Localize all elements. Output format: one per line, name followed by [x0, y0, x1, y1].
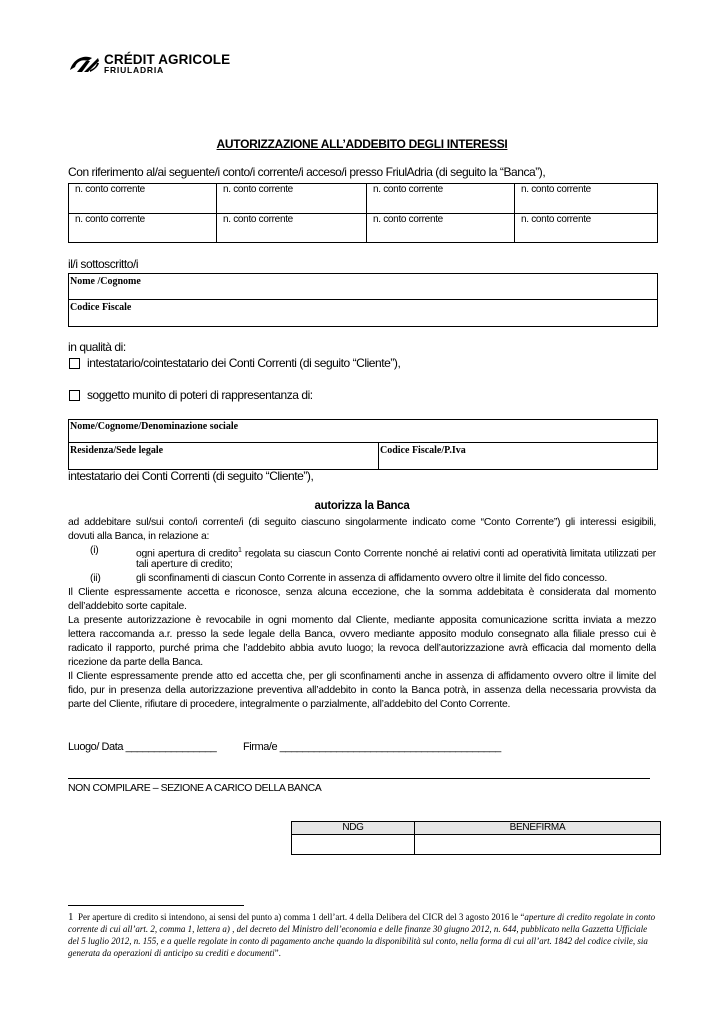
- accounts-table: [68, 183, 658, 243]
- bank-section-note: NON COMPILARE – SEZIONE A CARICO DELLA BANCA: [68, 782, 322, 794]
- body-line: [136, 544, 656, 558]
- vat-label: Codice Fiscale/P.Iva: [380, 445, 466, 456]
- ndg-header: NDG: [292, 822, 415, 835]
- item-1-text: ogni apertura di credito: [136, 548, 239, 558]
- name-label: Nome /Cognome: [70, 276, 141, 287]
- account-field[interactable]: n. conto corrente: [367, 214, 515, 243]
- representative-checkbox[interactable]: [69, 390, 80, 401]
- item-2-number: (ii): [90, 573, 101, 584]
- tax-code-label: Codice Fiscale: [70, 302, 132, 313]
- bank-table-row: [292, 835, 661, 855]
- footnote: [68, 911, 658, 959]
- footnote-end: ”.: [274, 948, 281, 958]
- account-field[interactable]: n. conto corrente: [515, 214, 658, 243]
- body-line: Il Cliente espressamente accetta e riconosce, senza alcuna eccezione, che la somma addebitata è considerata dal momento: [68, 587, 656, 598]
- body-line: dovuti alla Banca, in relazione a:: [68, 531, 210, 542]
- body-line: ricezione da parte della Banca.: [68, 657, 203, 668]
- footnote-italic: aperture di credito regolate in conto corrente di cui all’art. 2, comma 1, lettera a) , del decreto del Ministro dell’economia e delle finanze 30 giugno 2012, n. 644, pubblicato nella Gazzetta Ufficiale del 5 luglio 2012, n. 155, e a quelle regolate in conto di pagamento anche quando la disponibilità sul conto, nella forma di cui all’art. 1842 del codice civile, sia generata da operazioni di anticipo su crediti e documenti: [68, 912, 656, 958]
- body-line: tali aperture di credito;: [136, 559, 233, 570]
- capacity-label: in qualità di:: [68, 340, 126, 354]
- residence-label: Residenza/Sede legale: [70, 445, 164, 456]
- name-row[interactable]: [69, 274, 657, 300]
- account-field[interactable]: n. conto corrente: [69, 184, 217, 214]
- accounts-row: [69, 184, 658, 214]
- footnote-text: Per aperture di credito si intendono, ai sensi del punto a) comma 1 dell’art. 4 della Delibera del CICR del 3 agosto 2016 le “: [78, 912, 525, 922]
- footnote-marker: 1: [68, 911, 74, 923]
- place-date-field[interactable]: Luogo/ Data ________________: [68, 741, 217, 753]
- body-line: La presente autorizzazione è revocabile in ogni momento dal Cliente, mediante apposita comunicazione scritta inviata a mezzo: [68, 615, 656, 626]
- account-field[interactable]: n. conto corrente: [217, 214, 367, 243]
- ndg-field[interactable]: [292, 835, 415, 855]
- body-line: Il Cliente espressamente prende atto ed accetta che, per gli sconfinamenti anche in assenza di affidamento ovvero oltre il limite del: [68, 671, 656, 682]
- credit-agricole-logo: [68, 52, 230, 76]
- body-line: ad addebitare sul/sui conto/i corrente/i (di seguito ciascuno singolarmente indicato come “Conto Corrente”) gli interessi esigibili,: [68, 517, 656, 528]
- signatory-label: il/i sottoscritto/i: [68, 257, 139, 271]
- document-title: AUTORIZZAZIONE ALL’ADDEBITO DEGLI INTERESSI: [216, 137, 508, 151]
- divider: [378, 443, 379, 469]
- accounts-row: [69, 214, 658, 243]
- bank-table-header: [292, 822, 661, 835]
- body-paragraph-4: [68, 670, 656, 712]
- body-paragraph-1: [68, 516, 656, 544]
- logo-line-1: CRÉDIT AGRICOLE: [104, 52, 231, 67]
- account-field[interactable]: n. conto corrente: [367, 184, 515, 214]
- logo-line-2: FRIULADRIA: [104, 65, 164, 75]
- signature-field[interactable]: Firma/e _______________________________________: [243, 741, 501, 753]
- body-paragraph-2: [68, 586, 656, 614]
- represented-box: [68, 419, 658, 470]
- body-line: parte del Cliente, rifiutare di procedere, integralmente o parzialmente, all’addebito del Conto Corrente.: [68, 699, 511, 710]
- benefirma-header: BENEFIRMA: [415, 822, 661, 835]
- signatory-box: [68, 273, 658, 327]
- holder-checkbox[interactable]: [69, 358, 80, 369]
- company-name-label: Nome/Cognome/Denominazione sociale: [70, 421, 239, 432]
- bank-table: [291, 821, 661, 855]
- body-line: radicato il rapporto, purché prima che l’addebito abbia avuto luogo; la revoca dell’autorizzazione avrà efficacia dal momento della: [68, 643, 656, 654]
- item-1: [136, 544, 656, 572]
- item-2: [136, 572, 656, 586]
- footnote-ref[interactable]: 1: [238, 547, 242, 554]
- representative-option-label: soggetto munito di poteri di rappresentanza di:: [87, 388, 313, 402]
- item-1-number: (i): [90, 545, 99, 556]
- item-1-text-cont: regolata su ciascun Conto Corrente nonché ai relativi conti ad operatività limitata utilizzati per: [241, 548, 656, 558]
- intro-text: Con riferimento al/ai seguente/i conto/i corrente/i acceso/i presso FriulAdria (di seguito la “Banca”),: [68, 165, 546, 179]
- footnote-separator: [68, 905, 244, 906]
- body-line: dell’addebito sorte capitale.: [68, 601, 187, 612]
- holder-note: intestatario dei Conti Correnti (di seguito “Cliente”),: [68, 469, 314, 483]
- benefirma-field[interactable]: [415, 835, 661, 855]
- credit-agricole-emblem-icon: [68, 53, 100, 75]
- account-field[interactable]: n. conto corrente: [217, 184, 367, 214]
- body-line: fido, pur in presenza della autorizzazione preventiva all’addebito in conto la Banca potrà, in assenza della necessaria provvista da: [68, 685, 656, 696]
- authorizes-heading: autorizza la Banca: [314, 500, 410, 512]
- body-paragraph-3: [68, 614, 656, 670]
- account-field[interactable]: n. conto corrente: [69, 214, 217, 243]
- body-line: gli sconfinamenti di ciascun Conto Corrente in assenza di affidamento ovvero oltre il limite del fido concesso.: [136, 573, 608, 584]
- section-divider: [68, 778, 650, 779]
- holder-option-label: intestatario/cointestatario dei Conti Correnti (di seguito “Cliente”),: [87, 356, 401, 370]
- body-line: lettera raccomanda a.r. presso la sede legale della Banca, ovvero mediante apposito modulo consegnato alla filiale presso cui è: [68, 629, 656, 640]
- account-field[interactable]: n. conto corrente: [515, 184, 658, 214]
